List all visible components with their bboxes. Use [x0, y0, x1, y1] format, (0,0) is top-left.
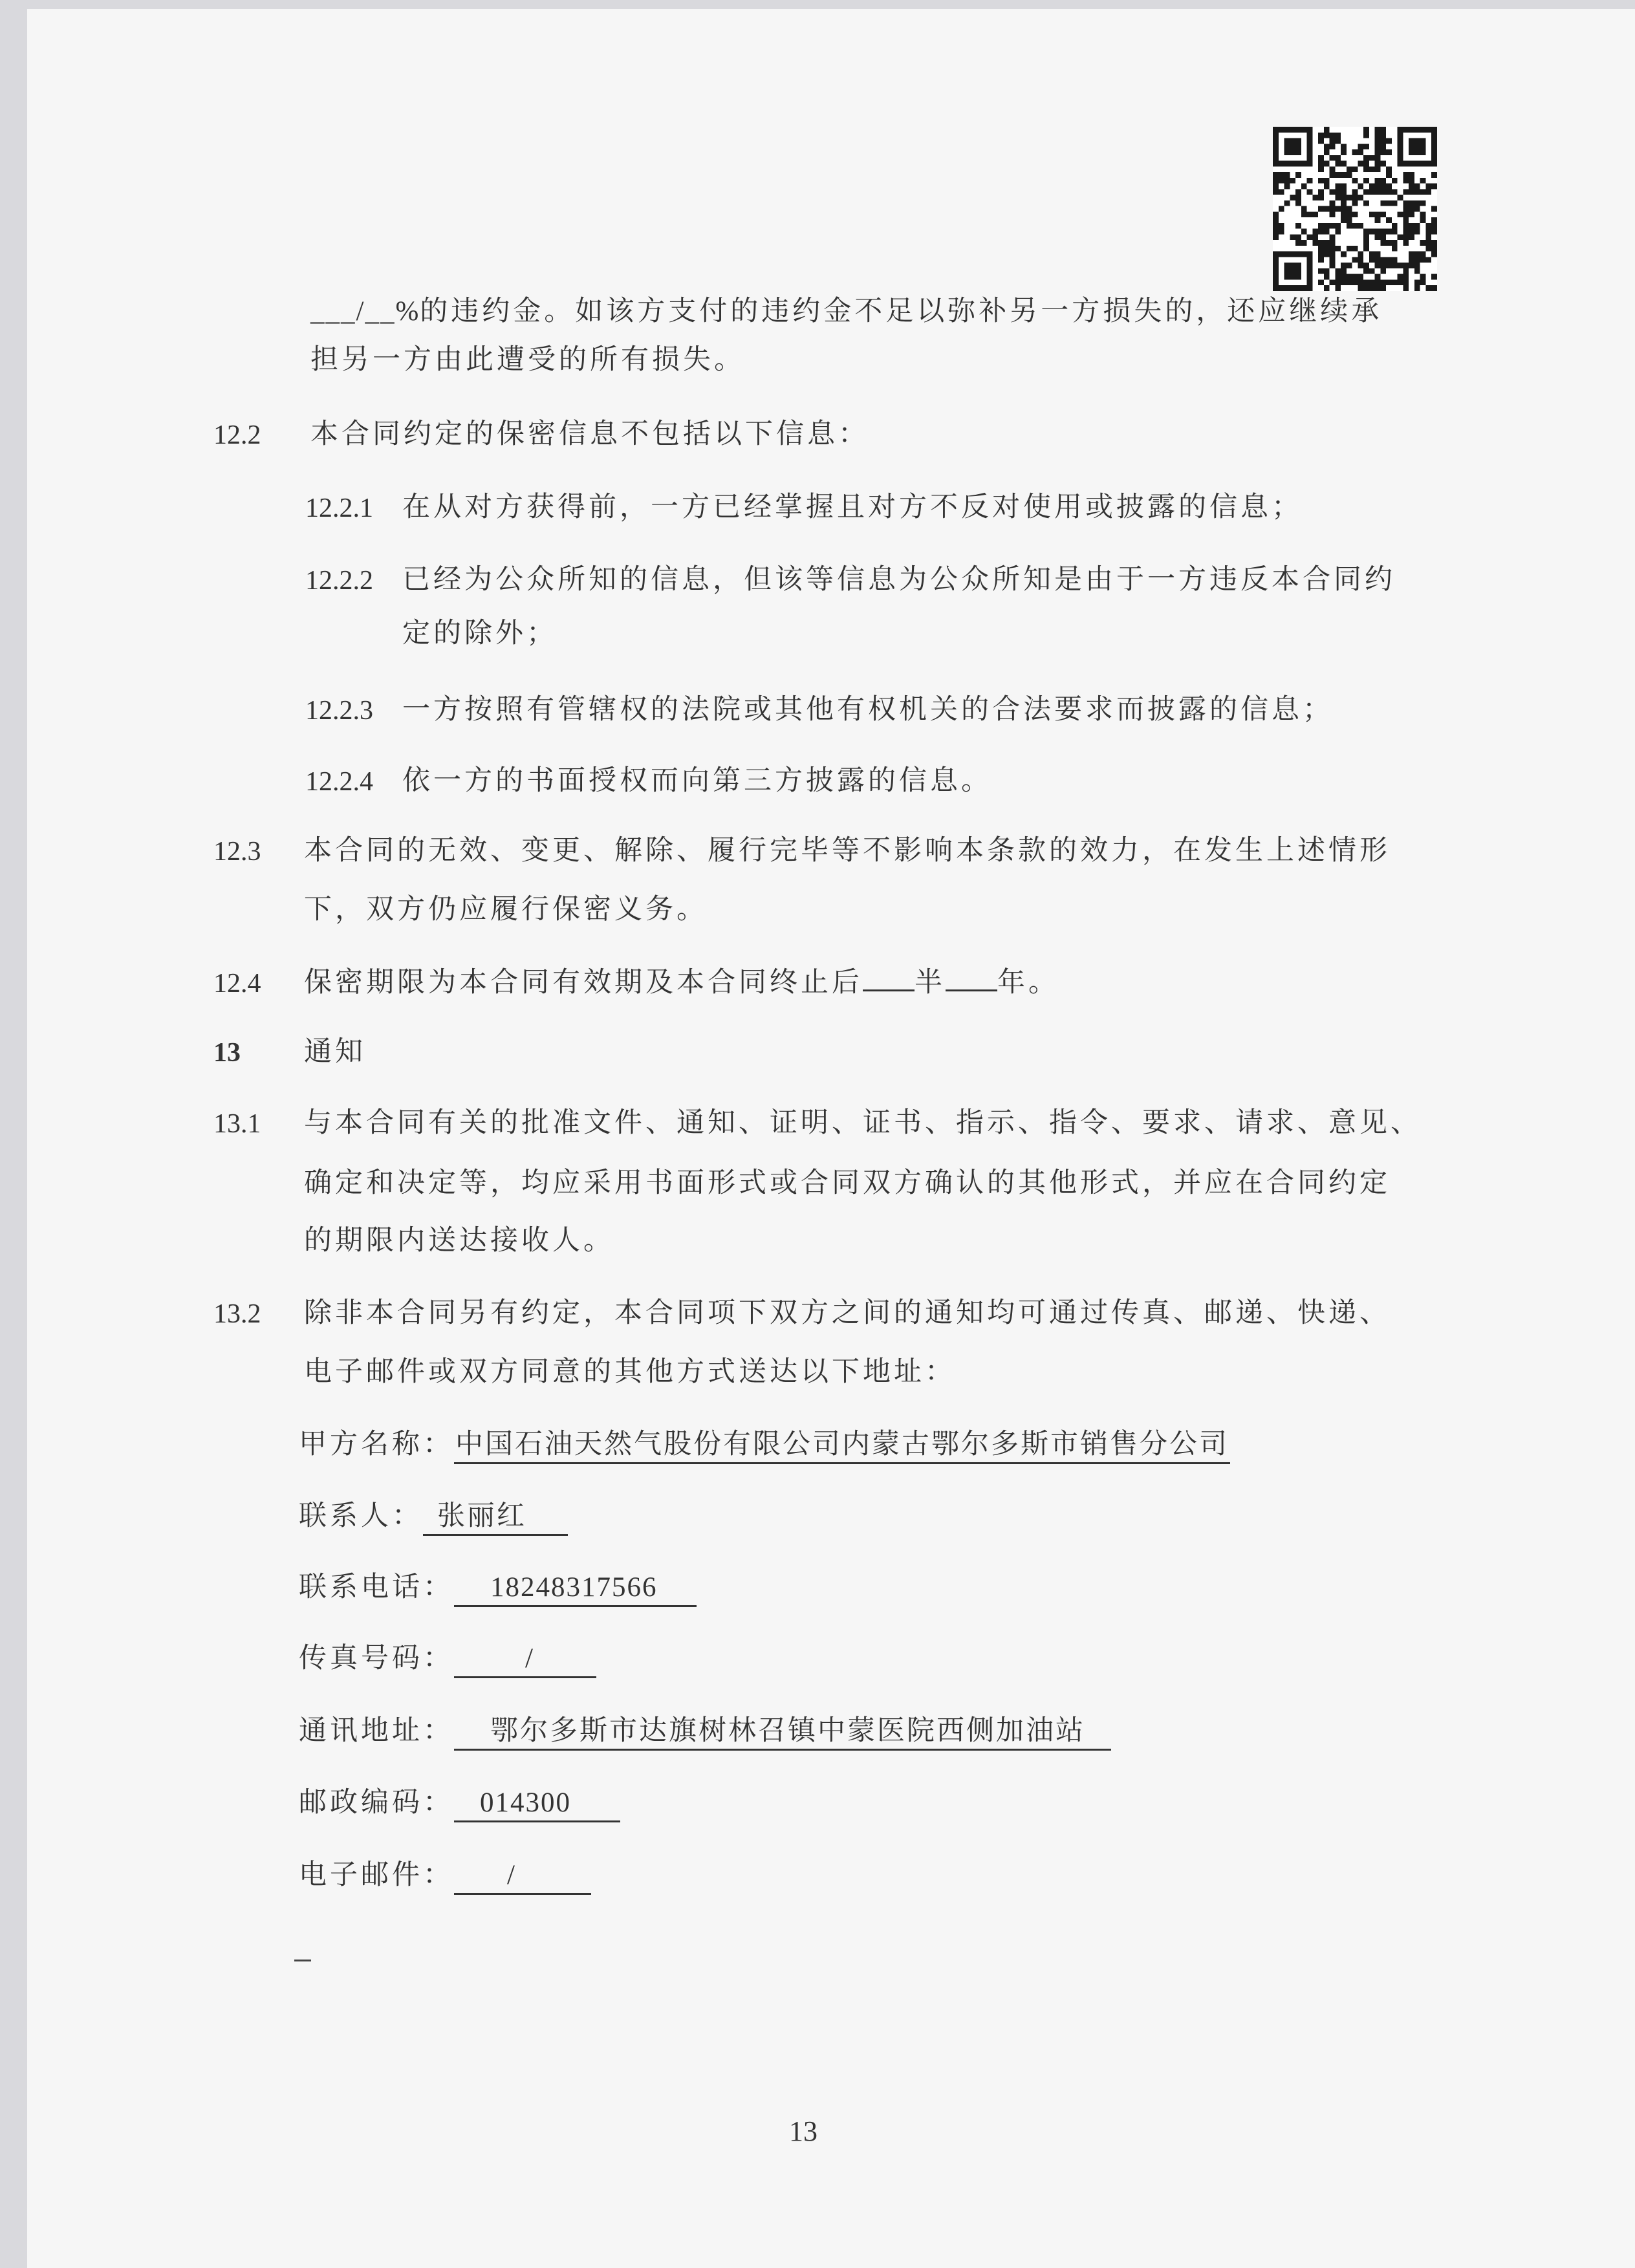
- clause-12-2-2-line-1: 已经为公众所知的信息，但该等信息为公众所知是由于一方违反本合同约: [402, 563, 1396, 596]
- para-12-1-text: 的违约金。如该方支付的违约金不足以弥补另一方损失的，还应继续承: [420, 295, 1383, 327]
- contact-person-label: 联系人：: [299, 1500, 423, 1532]
- clause-12-2-3-text: 一方按照有管辖权的法院或其他有权机关的合法要求而披露的信息；: [402, 693, 1334, 726]
- clause-12-4-text-before: 保密期限为本合同有效期及本合同终止后: [304, 966, 863, 999]
- para-12-1-line-2: 担另一方由此遭受的所有损失。: [310, 343, 745, 376]
- clause-12-2-text: 本合同约定的保密信息不包括以下信息：: [310, 418, 869, 450]
- confidentiality-blank-1: [863, 987, 915, 991]
- email-row: [299, 1861, 591, 1895]
- contact-phone-value: 18248317566: [454, 1573, 697, 1607]
- party-a-name-row: [299, 1428, 1230, 1464]
- address-label: 通讯地址：: [299, 1714, 454, 1747]
- confidentiality-period-value: 半: [915, 966, 946, 999]
- clause-number-12-2-3: 12.2.3: [305, 696, 373, 726]
- para-12-1-line-1: [310, 297, 1382, 325]
- postcode-label: 邮政编码：: [299, 1786, 454, 1819]
- clause-12-2-2-line-2: 定的除外；: [402, 617, 558, 649]
- section-13-title: 通知: [304, 1035, 366, 1068]
- page-number: 13: [789, 2115, 817, 2147]
- fax-row: [299, 1642, 596, 1678]
- contact-phone-row: [299, 1573, 697, 1607]
- clause-number-12-2-4: 12.2.4: [305, 767, 373, 797]
- clause-number-12-3: 12.3: [213, 837, 261, 867]
- clause-12-4-text: [304, 966, 1059, 999]
- penalty-percent-blank: ___/__%: [310, 296, 420, 327]
- clause-13-1-line-3: 的期限内送达接收人。: [304, 1224, 614, 1257]
- confidentiality-blank-2: [946, 987, 997, 991]
- address-value: 鄂尔多斯市达旗树林召镇中蒙医院西侧加油站: [454, 1717, 1111, 1751]
- clause-number-12-2-2: 12.2.2: [305, 566, 373, 596]
- clause-number-12-2-1: 12.2.1: [305, 493, 373, 523]
- clause-12-3-line-1: 本合同的无效、变更、解除、履行完毕等不影响本条款的效力，在发生上述情形: [304, 834, 1391, 867]
- clause-12-2-4-text: 依一方的书面授权而向第三方披露的信息。: [402, 764, 992, 797]
- party-a-name-value: 中国石油天然气股份有限公司内蒙古鄂尔多斯市销售分公司: [454, 1431, 1230, 1464]
- clause-13-2-line-2: 电子邮件或双方同意的其他方式送达以下地址：: [304, 1355, 956, 1388]
- clause-12-4-text-after: 年。: [997, 966, 1059, 999]
- party-a-name-label: 甲方名称：: [299, 1428, 454, 1460]
- contact-person-row: [299, 1502, 568, 1536]
- fax-label: 传真号码：: [299, 1642, 454, 1674]
- fax-value: /: [454, 1645, 596, 1678]
- clause-number-12-4: 12.4: [213, 969, 261, 999]
- clause-13-2-line-1: 除非本合同另有约定，本合同项下双方之间的通知均可通过传真、邮递、快递、: [304, 1297, 1391, 1329]
- stray-dash-mark: [294, 1960, 311, 1961]
- qr-code-icon: [1273, 127, 1437, 291]
- clause-number-12-2: 12.2: [213, 420, 261, 450]
- postcode-row: [299, 1786, 620, 1822]
- section-number-13: 13: [213, 1038, 241, 1068]
- clause-13-1-line-2: 确定和决定等，均应采用书面形式或合同双方确认的其他形式，并应在合同约定: [304, 1167, 1391, 1199]
- contact-person-value: 张丽红: [423, 1502, 568, 1536]
- clause-number-13-1: 13.1: [213, 1109, 261, 1139]
- email-label: 电子邮件：: [299, 1859, 454, 1891]
- clause-12-3-line-2: 下，双方仍应履行保密义务。: [304, 893, 708, 925]
- clause-number-13-2: 13.2: [213, 1299, 261, 1329]
- email-value: /: [454, 1861, 591, 1895]
- contact-phone-label: 联系电话：: [299, 1571, 454, 1603]
- address-row: [299, 1714, 1111, 1751]
- clause-13-1-line-1: 与本合同有关的批准文件、通知、证明、证书、指示、指令、要求、请求、意见、: [304, 1107, 1422, 1139]
- postcode-value: 014300: [454, 1789, 620, 1822]
- clause-12-2-1-text: 在从对方获得前，一方已经掌握且对方不反对使用或披露的信息；: [402, 491, 1303, 523]
